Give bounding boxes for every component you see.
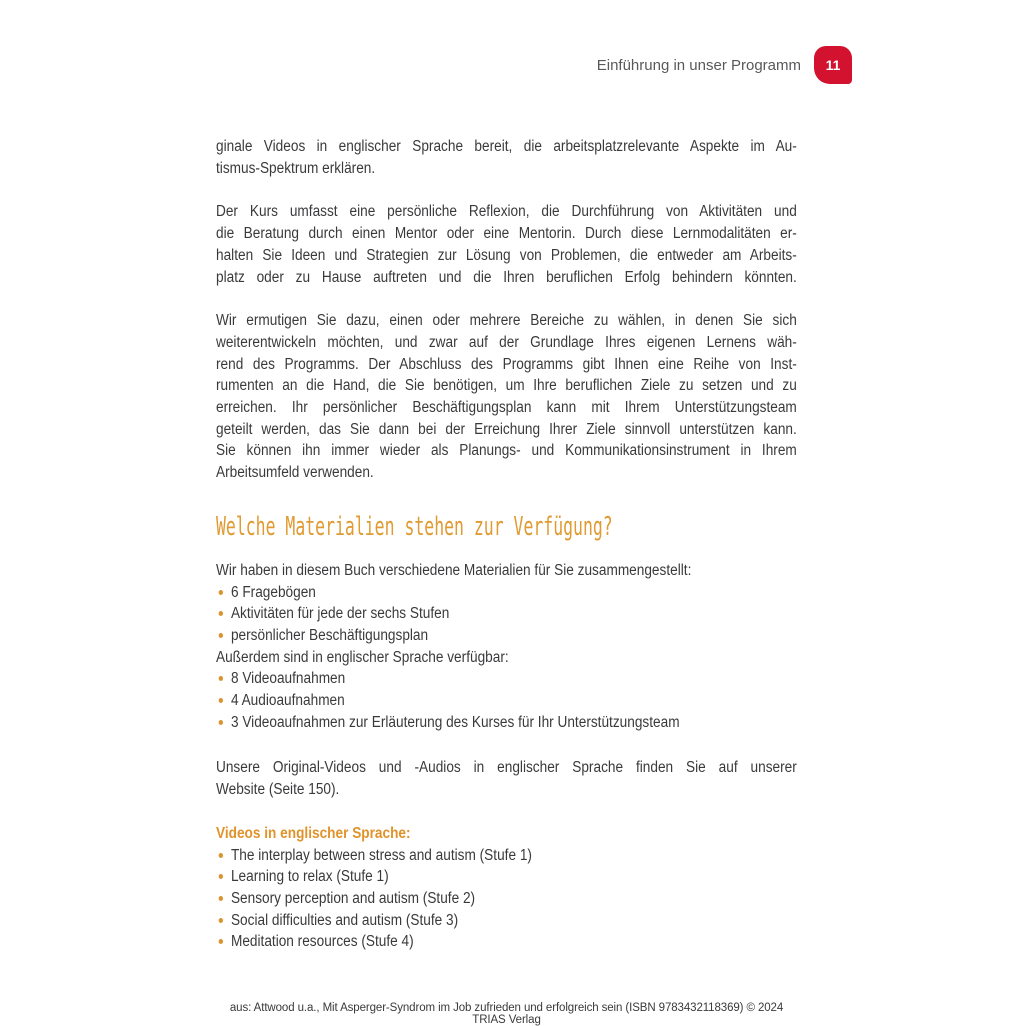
bullet-icon [219, 874, 223, 879]
text-column [216, 136, 797, 953]
list-item-label: The interplay between stress and autism (Stufe 1) [230, 846, 532, 864]
list-item-label: 4 Audioaufnahmen [230, 692, 345, 710]
list-item [216, 625, 797, 647]
text-line: rend des Programms. Der Abschluss des Programms gibt Ihnen eine Reihe von Inst- [216, 355, 797, 373]
paragraph-continuation [216, 136, 797, 179]
list-item-label: Meditation resources (Stufe 4) [230, 933, 414, 951]
list-item-label: 3 Videoaufnahmen zur Erläuterung des Kurses für Ihr Unterstützungsteam [230, 713, 680, 731]
text-line: rumenten an die Hand, die Sie benötigen, um Ihre beruflichen Ziele zu setzen und zu [216, 377, 797, 395]
list-item [216, 888, 797, 910]
list-item-label: Social difficulties and autism (Stufe 3) [230, 911, 459, 929]
list-item [216, 690, 797, 712]
running-title: Einführung in unser Programm [596, 56, 801, 74]
bullet-icon [219, 896, 223, 901]
list-item-label: Learning to relax (Stufe 1) [230, 868, 389, 886]
videos-list [216, 845, 797, 954]
page-number-badge: 11 [814, 46, 852, 84]
bullet-icon [219, 611, 223, 616]
text-line: die Beratung durch einen Mentor oder eine Mentorin. Durch diese Lernmodalitäten er- [216, 225, 797, 243]
list-item-label: persönlicher Beschäftigungsplan [230, 626, 429, 644]
list-item [216, 866, 797, 888]
bullet-icon [219, 918, 223, 923]
list-item [216, 603, 797, 625]
text-line: tismus-Spektrum erklären. [216, 159, 376, 177]
text-line: Der Kurs umfasst eine persönliche Reflexion, die Durchführung von Aktivitäten und [216, 203, 797, 221]
videos-subheading: Videos in englischer Sprache: [216, 824, 411, 842]
english-intro: Außerdem sind in englischer Sprache verfügbar: [216, 648, 509, 666]
materials-intro: Wir haben in diesem Buch verschiedene Materialien für Sie zusammengestellt: [216, 561, 692, 579]
text-line: halten Sie Ideen und Strategien zur Lösung von Problemen, die entweder am Arbeits- [216, 246, 797, 264]
text-line: platz oder zu Hause auftreten und die Ihren beruflichen Erfolg behindern könnten. [216, 268, 797, 286]
text-line: erreichen. Ihr persönlicher Beschäftigungsplan kann mit Ihrem Unterstützungsteam [216, 399, 797, 417]
list-item [216, 582, 797, 604]
running-header [597, 46, 852, 84]
bullet-icon [219, 853, 223, 858]
section-heading: Welche Materialien stehen zur Verfügung? [216, 511, 613, 542]
text-line: Wir ermutigen Sie dazu, einen oder mehrere Bereiche zu wählen, in denen Sie sich [216, 312, 797, 330]
paragraph-encourage [216, 310, 797, 484]
list-item-label: Sensory perception and autism (Stufe 2) [230, 889, 476, 907]
text-line: weiterentwickeln möchten, und zwar auf der Grundlage Ihres eigenen Lernens wäh- [216, 333, 797, 351]
footer-credit: aus: Attwood u.a., Mit Asperger-Syndrom im Job zufrieden und erfolgreich sein (ISBN 9783432118369) © 2024 TRIAS Verlag [229, 1002, 784, 1026]
text-line: Website (Seite 150). [216, 781, 340, 799]
text-line: Sie können ihn immer wieder als Planungs- und Kommunikationsinstrument in Ihrem [216, 442, 797, 460]
bullet-icon [219, 720, 223, 725]
bullet-icon [219, 939, 223, 944]
list-item [216, 668, 797, 690]
list-item [216, 712, 797, 734]
list-item [216, 931, 797, 953]
bullet-icon [219, 633, 223, 638]
bullet-icon [219, 590, 223, 595]
list-item-label: 6 Fragebögen [230, 583, 316, 601]
list-item-label: 8 Videoaufnahmen [230, 670, 346, 688]
english-materials-list [216, 668, 797, 733]
text-line: Unsere Original-Videos und -Audios in englischer Sprache finden Sie auf unserer [216, 759, 797, 777]
text-line: Arbeitsumfeld verwenden. [216, 464, 374, 482]
text-line: ginale Videos in englischer Sprache bereit, die arbeitsplatzrelevante Aspekte im Au- [216, 138, 797, 155]
text-line: geteilt werden, das Sie dann bei der Erreichung Ihrer Ziele sinnvoll unterstützen kann. [216, 420, 797, 438]
list-item-label: Aktivitäten für jede der sechs Stufen [230, 605, 450, 623]
paragraph-course [216, 201, 797, 288]
materials-list [216, 582, 797, 647]
list-item [216, 910, 797, 932]
bullet-icon [219, 676, 223, 681]
paragraph-website [216, 757, 797, 800]
bullet-icon [219, 698, 223, 703]
list-item [216, 845, 797, 867]
